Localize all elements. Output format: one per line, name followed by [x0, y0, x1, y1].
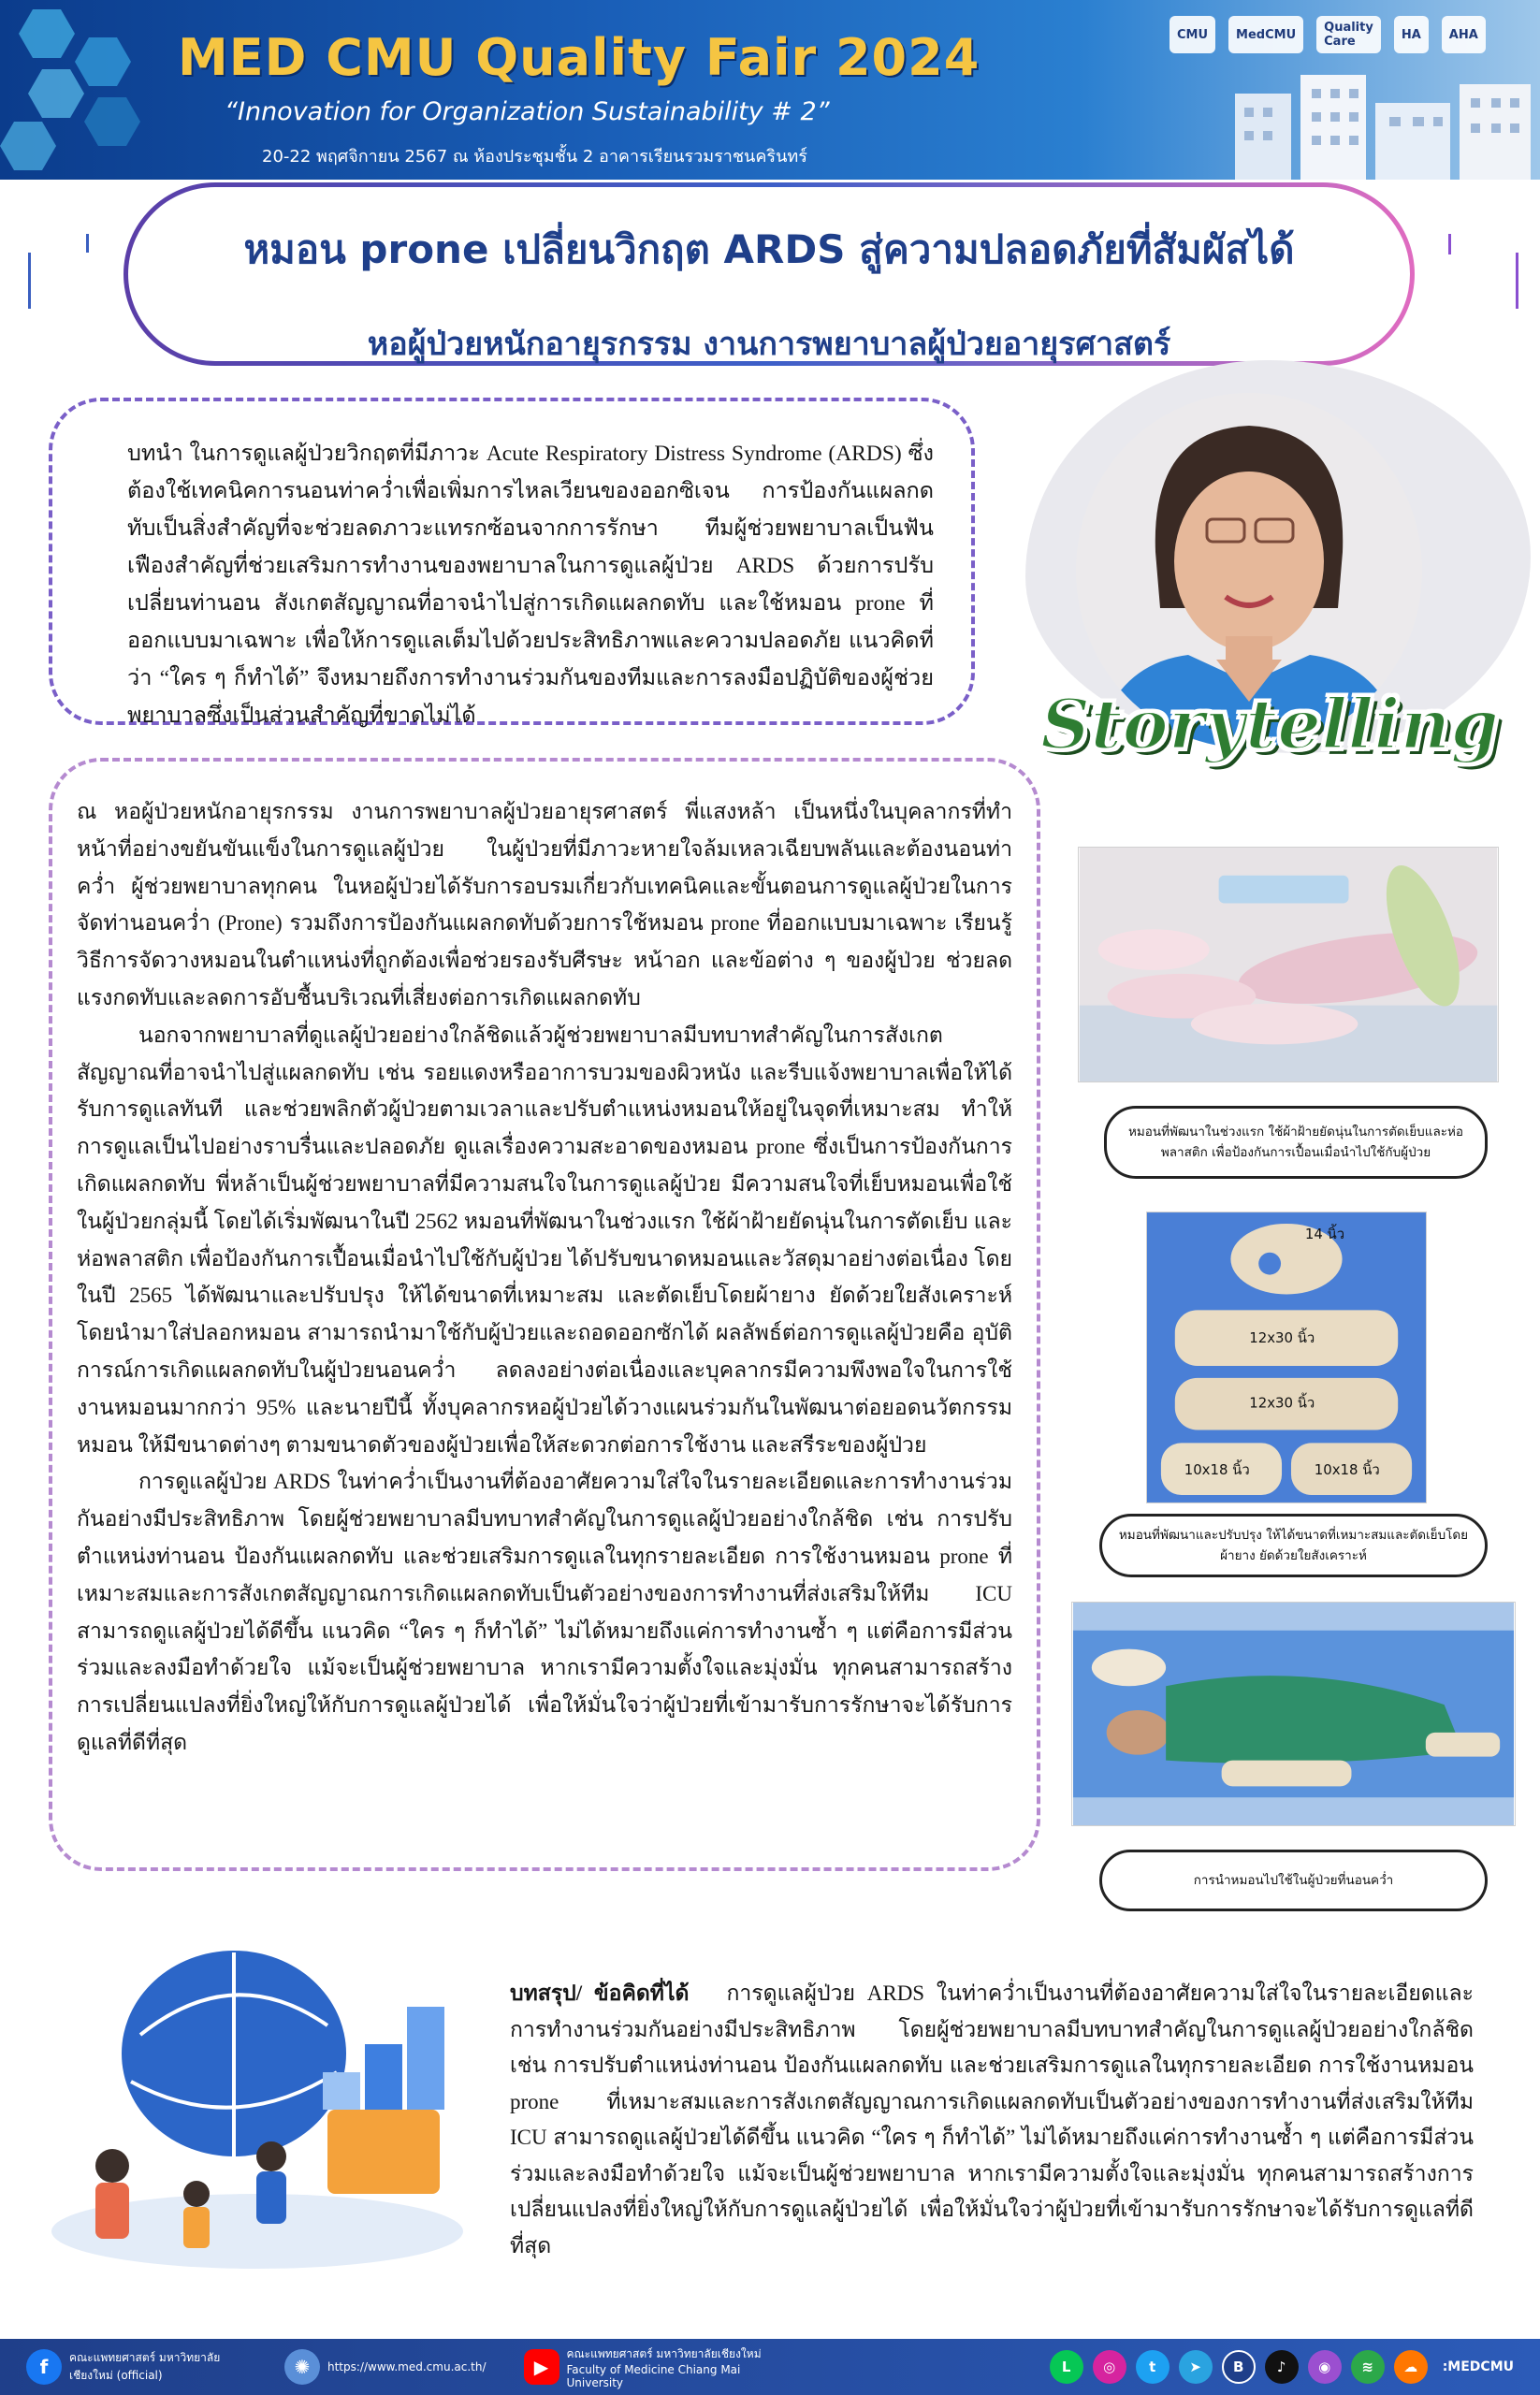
hexagon-decoration: [0, 122, 56, 170]
header-banner: [0, 0, 1540, 180]
hexagon-decoration: [75, 37, 131, 86]
instagram-icon[interactable]: ◎: [1093, 2350, 1126, 2384]
decor-tick: [86, 234, 89, 253]
story-paragraph-3-text: การดูแลผู้ป่วย ARDS ในท่าคว่ำเป็นงานที่ต้องอาศัยความใส่ใจในรายละเอียดและการทำงานร่วมกันอย่างมีประสิทธิภาพ โดยผู้ช่วยพยาบาลมีบทบาทสำคัญในการดูแลผู้ป่วยอย่างใกล้ชิด เช่น การปรับตำแหน่งท่านอน ป้องกันแผลกดทับ และช่วยเสริมการดูแลในทุกรายละเอียด การใช้งานหมอน prone ที่เหมาะสมและการสังเกตสัญญาณการเกิดแผลกดทับเป็นตัวอย่างของการทำงานที่ส่งเสริมให้ทีม ICU สามารถดูแลผู้ป่วยได้ดีขึ้น แนวคิด “ใคร ๆ ก็ทำได้” ไม่ได้หมายถึงแค่การทำงานซ้ำ ๆ แต่คือการมีส่วนร่วมและลงมือทำด้วยใจ แม้จะเป็นผู้ช่วยพยาบาล หากเรามีความตั้งใจและมุ่งมั่น ทุกคนสามารถสร้างการเปลี่ยนแปลงที่ยิ่งใหญ่ให้กับการดูแลผู้ป่วยได้ เพื่อให้มั่นใจว่าผู้ป่วยที่เข้ามารับการรักษาจะได้รับการดูแลที่ดีที่สุด: [77, 1470, 1012, 1754]
blockdit-icon[interactable]: B: [1222, 2350, 1256, 2384]
social-icons: [1050, 2350, 1514, 2384]
line-icon[interactable]: L: [1050, 2350, 1083, 2384]
storytelling-label: Storytelling: [1039, 685, 1500, 765]
photo-prone-position: [1071, 1602, 1516, 1826]
event-title: MED CMU Quality Fair 2024: [178, 28, 981, 87]
photo-early-pillows: [1078, 847, 1499, 1082]
aha-logo: AHA: [1442, 16, 1486, 53]
buildings-illustration: [1226, 56, 1540, 180]
photo-caption-1: หมอนที่พัฒนาในช่วงแรก ใช้ผ้าฝ้ายยัดนุ่นในการตัดเย็บและห่อพลาสติก เพื่อป้องกันการเปื้อนเมื่อนำไปใช้กับผู้ป่วย: [1104, 1106, 1488, 1179]
youtube-icon[interactable]: ▶: [524, 2349, 559, 2385]
photo-caption-2: หมอนที่พัฒนาและปรับปรุง ให้ได้ขนาดที่เหมาะสมและตัดเย็บโดยผ้ายาง ยัดด้วยใยสังเคราะห์: [1099, 1514, 1488, 1577]
footer-handle: :MEDCMU: [1442, 2359, 1514, 2374]
summary-section: [510, 1976, 1474, 2264]
pillow-label-chest: 12x30 นิ้ว: [1249, 1329, 1315, 1347]
page-subtitle: หอผู้ป่วยหนักอายุรกรรม งานการพยาบาลผู้ป่วยอายุรศาสตร์: [367, 326, 1171, 363]
twitter-icon[interactable]: t: [1136, 2350, 1170, 2384]
podcast-icon[interactable]: ◉: [1308, 2350, 1342, 2384]
medcmu-icon: ✺: [284, 2349, 320, 2385]
decor-tick: [1448, 234, 1451, 254]
pillow-label-leg-right: 10x18 นิ้ว: [1314, 1461, 1380, 1479]
radio-icon[interactable]: ≋: [1351, 2350, 1385, 2384]
story-paragraph-1: [77, 793, 1012, 1017]
intro-text: บทนำ ในการดูแลผู้ป่วยวิกฤตที่มีภาวะ Acute Respiratory Distress Syndrome (ARDS) ซึ่งต้องใช้เทคนิคการนอนท่าคว่ำเพื่อเพิ่มการไหลเวียนของออกซิเจน การป้องกันแผลกดทับเป็นสิ่งสำคัญที่จะช่วยลดภาวะแทรกซ้อนจากการรักษา ทีมผู้ช่วยพยาบาลเป็นฟันเฟืองสำคัญที่ช่วยเสริมการทำงานของพยาบาลในการดูแลผู้ป่วย ARDS ด้วยการปรับเปลี่ยนท่านอน สังเกตสัญญาณที่อาจนำไปสู่การเกิดแผลกดทับ และใช้หมอน prone ที่ออกแบบมาเฉพาะ เพื่อให้การดูแลเต็มไปด้วยประสิทธิภาพและความปลอดภัย แนวคิดที่ว่า “ใคร ๆ ก็ทำได้” จึงหมายถึงการทำงานร่วมกันของทีมและการลงมือปฏิบัติของผู้ช่วยพยาบาลซึ่งเป็นส่วนสำคัญที่ขาดไม่ได้: [127, 442, 934, 728]
footer-facebook[interactable]: [26, 2349, 247, 2385]
story-paragraph-1-text: ณ หอผู้ป่วยหนักอายุรกรรม งานการพยาบาลผู้ป่วยอายุรศาสตร์ พี่แสงหล้า เป็นหนึ่งในบุคลากรที่ทำหน้าที่อย่างขยันขันแข็งในการดูแลผู้ป่วย ในผู้ป่วยที่มีภาวะหายใจล้มเหลวเฉียบพลันและต้องนอนท่าคว่ำ ผู้ช่วยพยาบาลทุกคน ในหอผู้ป่วยได้รับการอบรมเกี่ยวกับเทคนิคและขั้นตอนการดูแลผู้ป่วยในการจัดท่านอนคว่ำ (Prone) รวมถึงการป้องกันแผลกดทับด้วยการใช้หมอน prone ที่ออกแบบมาเฉพาะ เรียนรู้วิธีการจัดวางหมอนในตำแหน่งที่ถูกต้องเพื่อช่วยรองรับศีรษะ หน้าอก และข้อต่าง ๆ ของผู้ป่วย ช่วยลดแรงกดทับและลดการอับชื้นบริเวณที่เสี่ยงต่อการเกิดแผลกดทับ: [77, 800, 1012, 1009]
facebook-icon[interactable]: f: [26, 2349, 62, 2385]
hexagon-decoration: [19, 9, 75, 58]
ha-logo: HA: [1394, 16, 1429, 53]
photo-caption-3: การนำหมอนไปใช้ในผู้ป่วยที่นอนคว่ำ: [1099, 1850, 1488, 1911]
summary-body: การดูแลผู้ป่วย ARDS ในท่าคว่ำเป็นงานที่ต้องอาศัยความใส่ใจในรายละเอียดและการทำงานร่วมกันอย่างมีประสิทธิภาพ โดยผู้ช่วยพยาบาลมีบทบาทสำคัญในการดูแลผู้ป่วยอย่างใกล้ชิด เช่น การปรับตำแหน่งท่านอน ป้องกันแผลกดทับ และช่วยเสริมการดูแลในทุกรายละเอียด การใช้งานหมอน prone ที่เหมาะสมและการสังเกตสัญญาณการเกิดแผลกดทับเป็นตัวอย่างของการทำงานที่ส่งเสริมให้ทีม ICU สามารถดูแลผู้ป่วยได้ดีขึ้น แนวคิด “ใคร ๆ ก็ทำได้” ไม่ได้หมายถึงแค่การทำงานซ้ำ ๆ แต่คือการมีส่วนร่วมและลงมือทำด้วยใจ แม้จะเป็นผู้ช่วยพยาบาล หากเรามีความตั้งใจและมุ่งมั่น ทุกคนสามารถสร้างการเปลี่ยนแปลงที่ยิ่งใหญ่ให้กับการดูแลผู้ป่วยได้ เพื่อให้มั่นใจว่าผู้ป่วยที่เข้ามารับการรักษาจะได้รับการดูแลที่ดีที่สุด: [510, 1981, 1474, 2257]
decor-tick: [28, 253, 31, 309]
footer-youtube-text: คณะแพทยศาสตร์ มหาวิทยาลัยเชียงใหม่ Faculty of Medicine Chiang Mai University: [566, 2346, 762, 2389]
pillow-label-hip: 12x30 นิ้ว: [1249, 1394, 1315, 1412]
footer-website[interactable]: [284, 2349, 487, 2385]
story-paragraph-2-text: นอกจากพยาบาลที่ดูแลผู้ป่วยอย่างใกล้ชิดแล้วผู้ช่วยพยาบาลมีบทบาทสำคัญในการสังเกตสัญญาณที่อาจนำไปสู่แผลกดทับ เช่น รอยแดงหรืออาการบวมของผิวหนัง และรีบแจ้งพยาบาลเพื่อให้ได้รับการดูแลทันที และช่วยพลิกตัวผู้ป่วยตามเวลาและปรับตำแหน่งหมอนให้อยู่ในจุดที่เหมาะสม ทำให้การดูแลเป็นไปอย่างราบรื่นและปลอดภัย ดูแลเรื่องความสะอาดของหมอน prone ซึ่งเป็นการป้องกันการเกิดแผลกดทับ พี่หล้าเป็นผู้ช่วยพยาบาลที่มีความสนใจในการดูแลผู้ป่วย มีความสนใจที่เย็บหมอนเพื่อใช้ในผู้ป่วยกลุ่มนี้ โดยได้เริ่มพัฒนาในปี 2562 หมอนที่พัฒนาในช่วงแรก ใช้ผ้าฝ้ายยัดนุ่นในการตัดเย็บ และห่อพลาสติก เพื่อป้องกันการเปื้อนเมื่อนำไปใช้กับผู้ป่วย ได้ปรับขนาดหมอนและวัสดุมาอย่างต่อเนื่อง โดยในปี 2565 ได้พัฒนาและปรับปรุง ให้ได้ขนาดที่เหมาะสม และตัดเย็บโดยผ้ายาง ยัดด้วยใยสังเคราะห์ โดยนำมาใส่ปลอกหมอน สามารถนำมาใช้กับผู้ป่วยและถอดออกซักได้ ผลลัพธ์ต่อการดูแลผู้ป่วยคือ อุบัติการณ์การเกิดแผลกดทับในผู้ป่วยนอนคว่ำ ลดลงอย่างต่อเนื่องและบุคลากรมีความพึงพอใจในการใช้งานหมอนมากกว่า 95% และนายปีนี้ ทั้งบุคลากรหอผู้ป่วยได้วางแผนร่วมกันในพัฒนาต่อยอดนวัตกรรมหมอน ให้มีขนาดต่างๆ ตามขนาดตัวของผู้ป่วยเพื่อให้สะดวกต่อการใช้งาน และสรีระของผู้ป่วย: [77, 1023, 1012, 1457]
soundcloud-icon[interactable]: ☁: [1394, 2350, 1428, 2384]
tiktok-icon[interactable]: ♪: [1265, 2350, 1299, 2384]
footer-facebook-text: คณะแพทยศาสตร์ มหาวิทยาลัยเชียงใหม่ (official): [69, 2351, 221, 2382]
story-paragraph-2: [77, 1017, 1012, 1464]
title-box: [123, 182, 1415, 366]
photo-improved-pillows: [1146, 1212, 1427, 1503]
story-paragraph-3: [77, 1463, 1012, 1761]
event-date: 20-22 พฤศจิกายน 2567 ณ ห้องประชุมชั้น 2 อาคารเรียนรวมราชนครินทร์: [262, 147, 807, 167]
telegram-icon[interactable]: ➤: [1179, 2350, 1213, 2384]
quality-care-logo: Quality Care: [1316, 16, 1381, 53]
hexagon-decoration: [84, 97, 140, 146]
pillow-label-head: 14 นิ้ว: [1304, 1225, 1345, 1242]
summary-text: [510, 1976, 1474, 2264]
hexagon-decoration: [28, 69, 84, 118]
summary-label: บทสรุป/ ข้อคิดที่ได้: [510, 1981, 690, 2005]
pillow-label-leg-left: 10x18 นิ้ว: [1184, 1461, 1250, 1479]
medcmu-logo: MedCMU: [1228, 16, 1303, 53]
footer-website-text[interactable]: https://www.med.cmu.ac.th/: [327, 2360, 487, 2373]
partner-logos: [1170, 11, 1478, 58]
cmu-logo: CMU: [1170, 16, 1215, 53]
team-illustration: [28, 1923, 487, 2297]
main-story-box: [49, 758, 1040, 1871]
intro-box: [49, 398, 975, 728]
footer-bar: [0, 2339, 1540, 2395]
event-subtitle: “Innovation for Organization Sustainability # 2”: [225, 97, 830, 126]
page-title: หมอน prone เปลี่ยนวิกฤต ARDS สู่ความปลอดภัยที่สัมผัสได้: [243, 226, 1295, 272]
footer-youtube[interactable]: [524, 2345, 792, 2389]
decor-tick: [1516, 253, 1518, 309]
